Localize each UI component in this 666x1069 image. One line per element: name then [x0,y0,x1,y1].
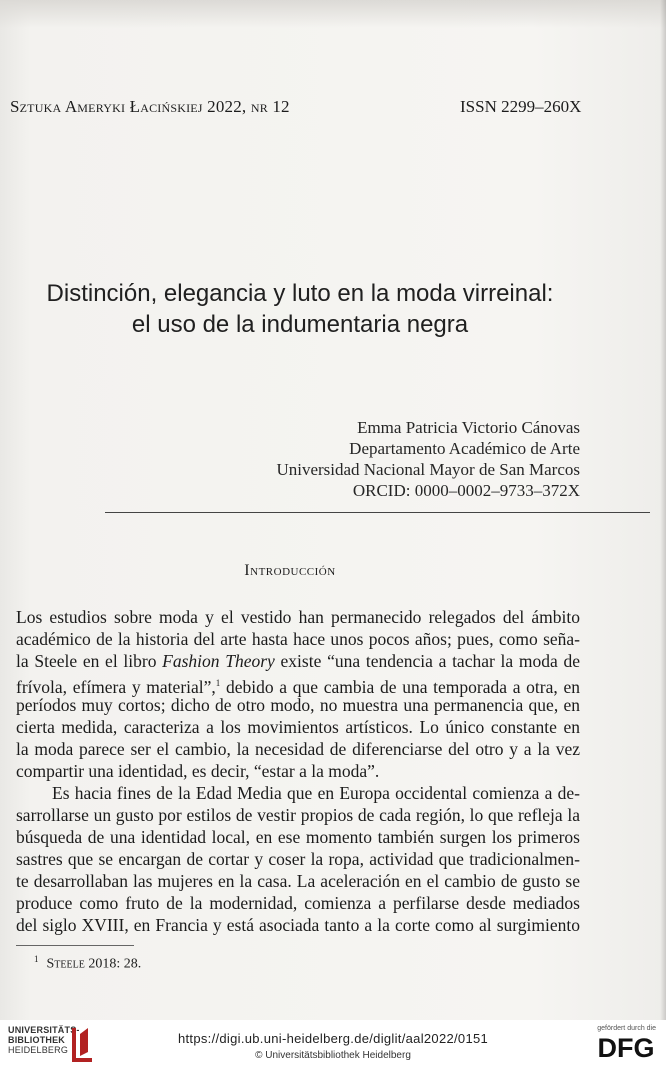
body-line: del siglo XVIII, en Francia y está asociada tanto a la corte como al surgimiento [16,915,580,935]
body-line [16,650,580,672]
section-heading: Introducción [244,562,336,579]
body-line: períodos muy cortos; dicho de otro modo, no muestra una permanencia que, en [16,695,580,715]
footnote-mark: 1 [34,954,39,964]
body-line: produce como fruto de la modernidad, comienza a perfilarse desde mediados [16,893,580,913]
body-line: búsqueda de una identidad local, en ese momento también surgen los primeros [16,827,580,847]
separator-rule [105,512,650,513]
body-line: Los estudios sobre moda y el vestido han permanecido relegados del ámbito [16,607,580,627]
author-department: Departamento Académico de Arte [349,439,580,458]
dfg-logo-text: DFG [597,1033,655,1061]
book-title: Fashion Theory [162,651,275,671]
body-text: frívola, efímera y material”, [16,676,216,697]
body-line: te desarrollaban las mujeres en la casa. La aceleración en el cambio de gusto se [16,871,580,891]
issn-header: ISSN 2299–260X [460,97,582,116]
footnote-ref-text: 2018: 28. [84,956,142,972]
body-line: Es hacia fines de la Edad Media que en Europa occidental comienza a de- [52,783,580,803]
body-line: cierta medida, caracteriza a los movimientos artísticos. Lo único constante en [16,717,580,737]
body-line: compartir una identidad, es decir, “estar a la moda”. [16,761,380,781]
permalink-url[interactable]: https://digi.ub.uni-heidelberg.de/diglit/aal2022/0151 [177,1031,489,1046]
article-title-line-1: Distinción, elegancia y luto en la moda virreinal: [46,280,554,307]
footnote [34,954,141,973]
body-line: la moda parece ser el cambio, la necesidad de diferenciarse del otro y a la vez [16,739,580,759]
footnote-ref: 1 [215,678,221,688]
author-orcid: ORCID: 0000–0002–9733–372X [352,481,580,500]
body-line: académico de la historia del arte hasta hace unos pocos años; pues, como seña- [16,629,580,649]
article-title-line-2: el uso de la indumentaria negra [131,311,469,338]
author-university: Universidad Nacional Mayor de San Marcos [276,460,580,479]
funded-by-label: gefördert durch die [597,1025,656,1032]
body-text: existe “una tendencia a tachar la moda de [274,651,580,671]
footnote-rule [16,945,134,946]
body-text: la Steele en el libro [16,651,163,671]
author-name: Emma Patricia Victorio Cánovas [357,418,580,437]
journal-header: Sztuka Ameryki Łacińskiej 2022, nr 12 [10,97,290,116]
body-line: sarrollarse un gusto por estilos de vestir propios de cada región, lo que refleja la [16,805,580,825]
dfg-logo-icon[interactable] [594,1033,658,1061]
library-name-line-3: HEIDELBERG [8,1045,69,1055]
footnote-author: Steele [46,956,85,972]
copyright-notice: © Universitätsbibliothek Heidelberg [255,1050,411,1061]
body-line: sastres que se encargan de cortar y coser la ropa, actividad que tradicionalmen- [16,849,580,869]
body-text: debido a que cambia de una temporada a otra, en [220,676,580,697]
library-name-line-1: UNIVERSITÄTS- [8,1025,80,1035]
library-name-line-2: BIBLIOTHEK [8,1035,65,1045]
